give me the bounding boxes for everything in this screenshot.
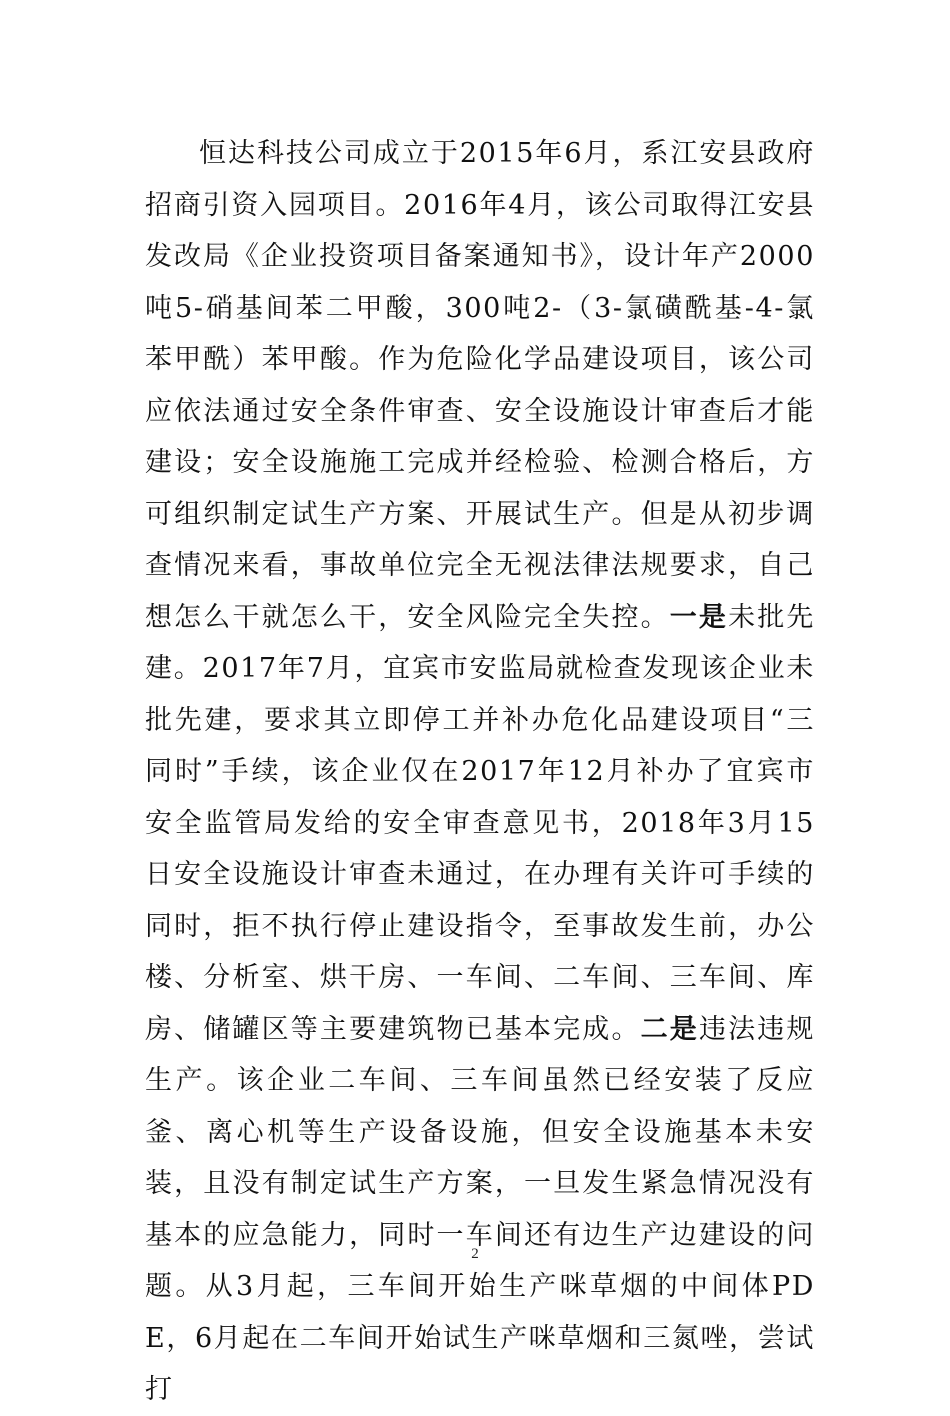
paragraph-text-part-3: 违法违规生产。该企业二车间、三车间虽然已经安装了反应釜、离心机等生产设备设施，但安全设施基本未安装，且没有制定试生产方案，一旦发生紧急情况没有基本的应急能力，同时一车间还有边生产边建设的问题。从3月起，三车间开始生产咪草烟的中间体PDE，6月起在二车间开始试生产咪草烟和三氮唑，尝试打: [145, 1013, 815, 1405]
first-point-marker: 一是: [669, 601, 729, 633]
body-paragraph: [145, 128, 815, 1416]
paragraph-text-part-1: 恒达科技公司成立于2015年6月，系江安县政府招商引资入园项目。2016年4月，该公司取得江安县发改局《企业投资项目备案通知书》，设计年产2000吨5-硝基间苯二甲酸，300吨2-（3-氯磺酰基-4-氯苯甲酰）苯甲酸。作为危险化学品建设项目，该公司应依法通过安全条件审查、安全设施设计审查后才能建设；安全设施施工完成并经检验、检测合格后，方可组织制定试生产方案、开展试生产。但是从初步调查情况来看，事故单位完全无视法律法规要求，自己想怎么干就怎么干，安全风险完全失控。: [145, 138, 815, 633]
page-number: 2: [471, 1246, 479, 1262]
second-point-marker: 二是: [640, 1013, 699, 1045]
paragraph-text-part-2: 未批先建。2017年7月，宜宾市安监局就检查发现该企业未批先建，要求其立即停工并补办危化品建设项目“三同时”手续，该企业仅在2017年12月补办了宜宾市安全监管局发给的安全审查意见书，2018年3月15日安全设施设计审查未通过，在办理有关许可手续的同时，拒不执行停止建设指令，至事故发生前，办公楼、分析室、烘干房、一车间、二车间、三车间、库房、储罐区等主要建筑物已基本完成。: [145, 601, 815, 1045]
